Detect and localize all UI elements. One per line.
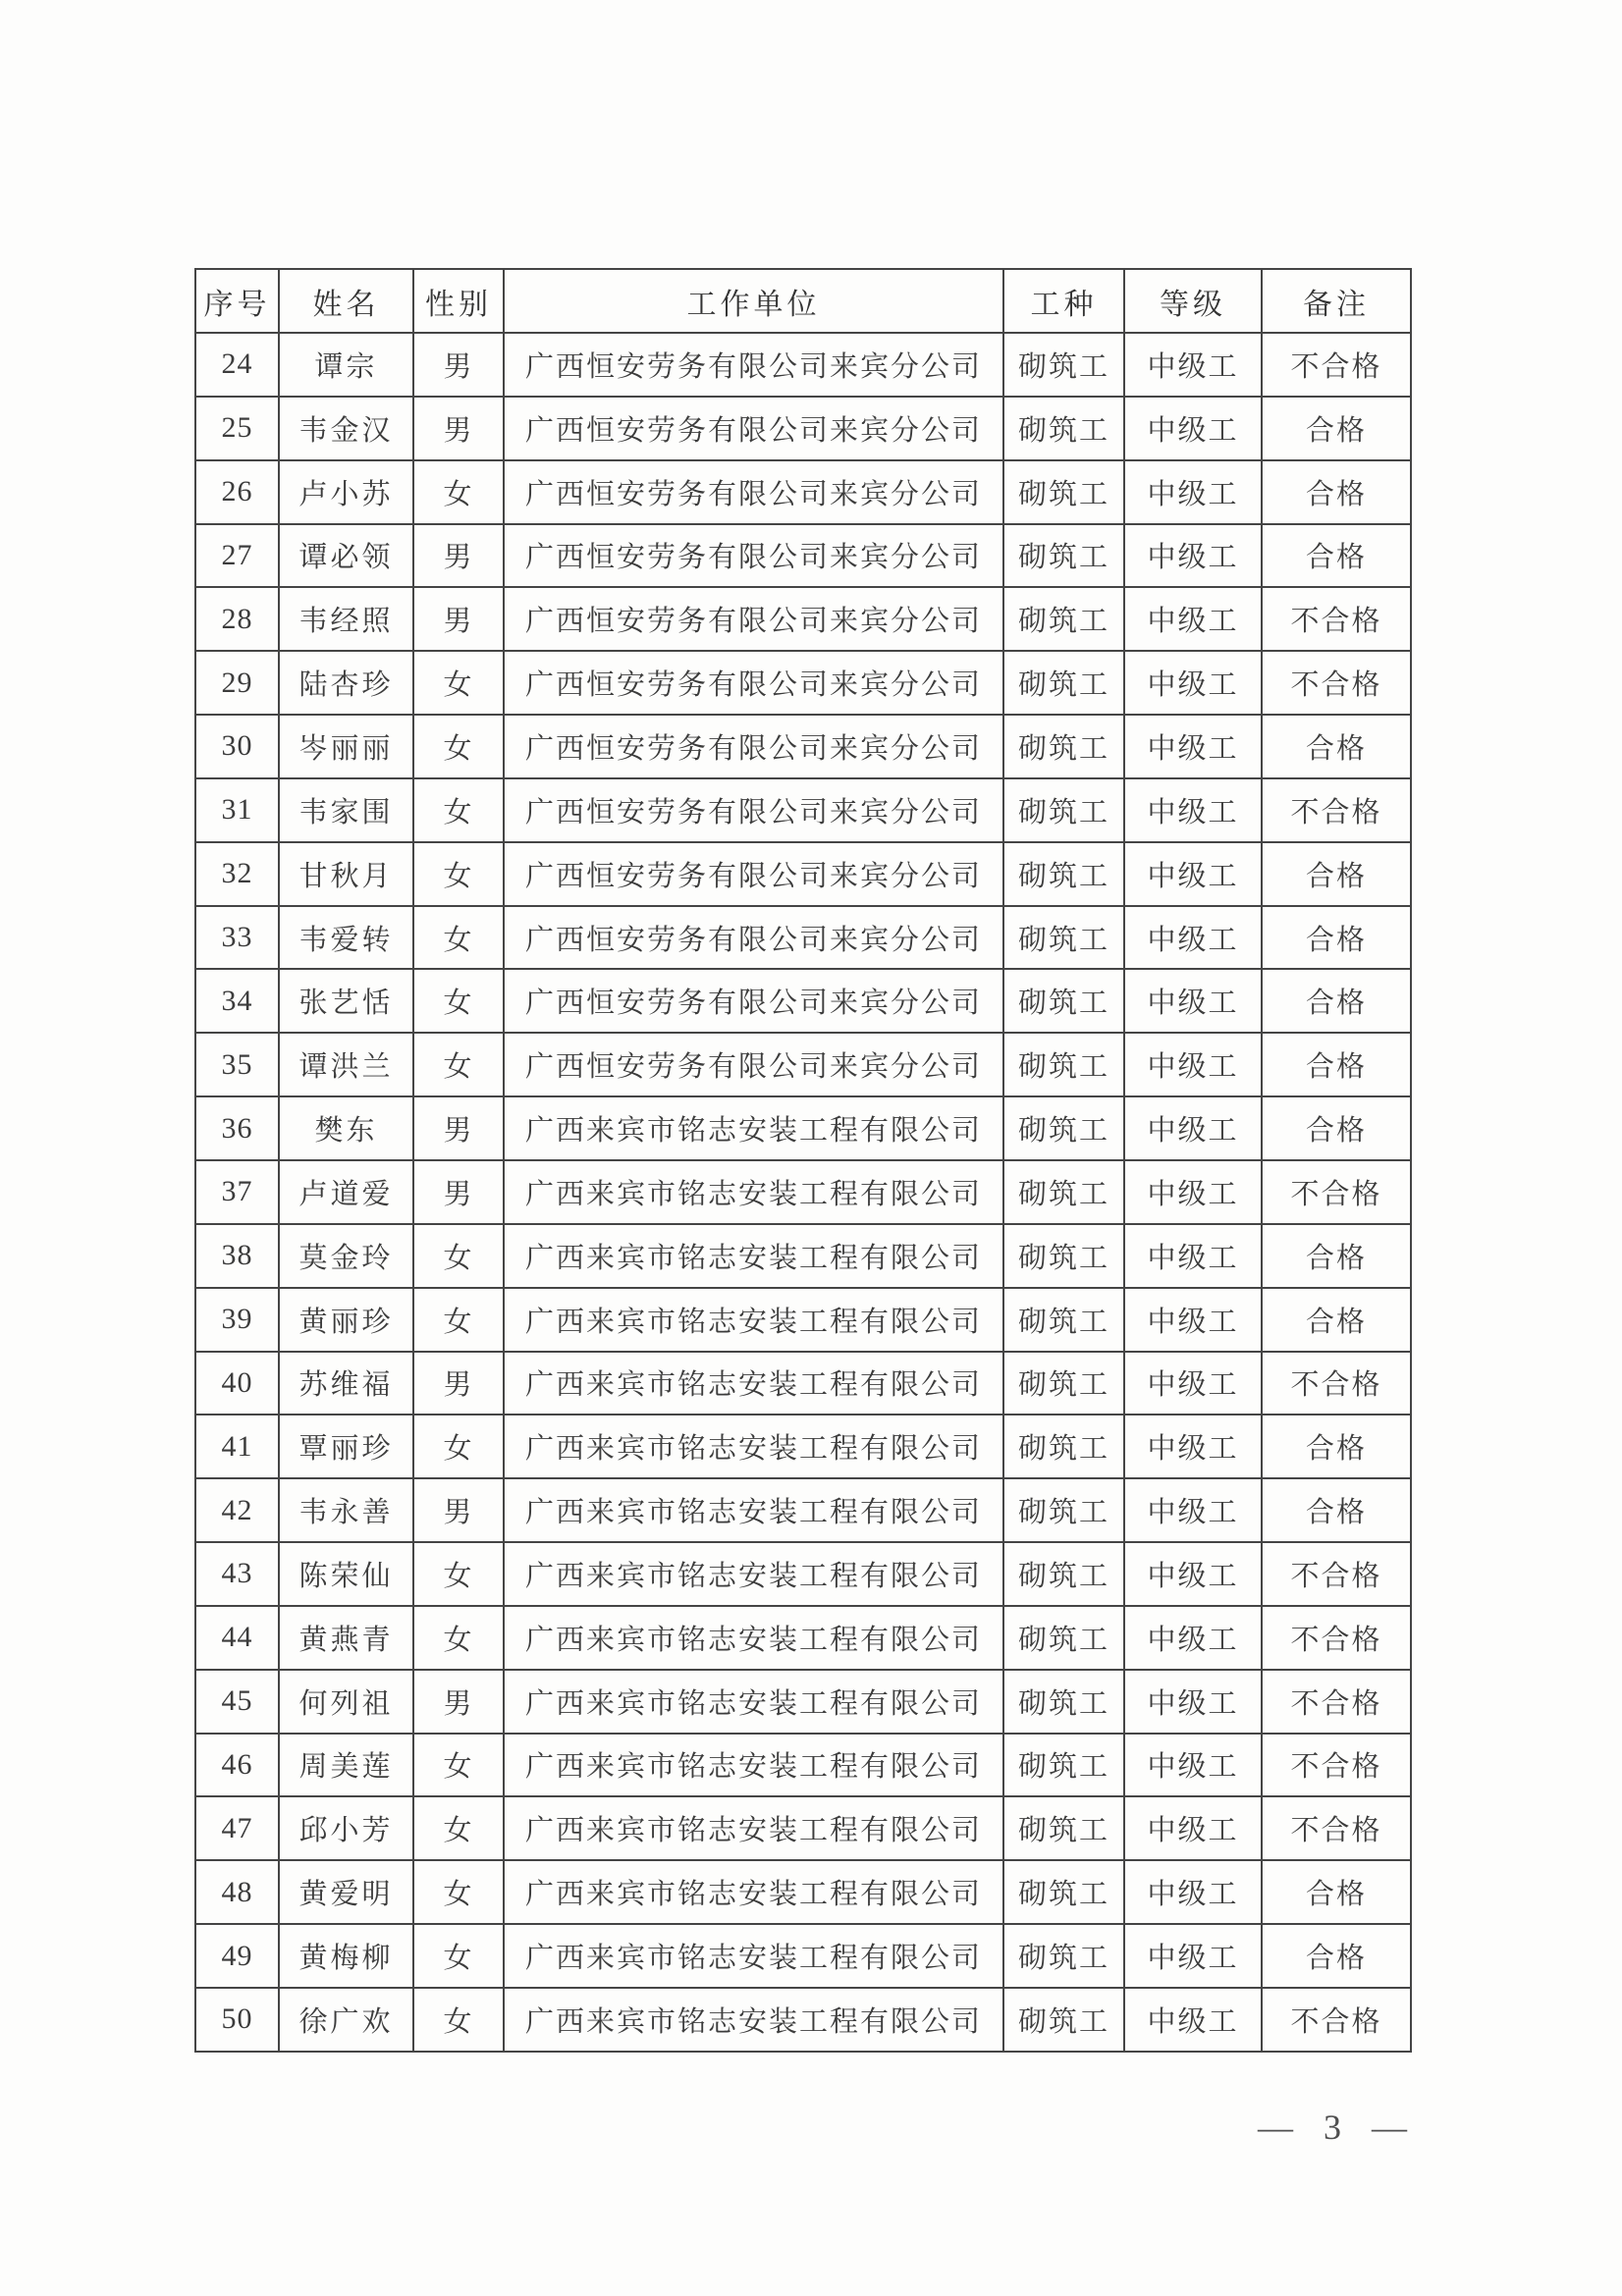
cell-trade: 砌筑工 xyxy=(1003,1542,1124,1606)
cell-grade: 中级工 xyxy=(1124,778,1262,842)
cell-gender: 男 xyxy=(413,524,504,588)
cell-trade: 砌筑工 xyxy=(1003,1606,1124,1670)
cell-name: 黄爱明 xyxy=(279,1860,413,1924)
table-row xyxy=(195,1160,1411,1224)
table-row xyxy=(195,333,1411,397)
cell-trade: 砌筑工 xyxy=(1003,1288,1124,1352)
header-cell-unit: 工作单位 xyxy=(504,269,1003,333)
cell-grade: 中级工 xyxy=(1124,1096,1262,1160)
cell-unit: 广西来宾市铭志安装工程有限公司 xyxy=(504,1988,1003,2052)
table-row xyxy=(195,1352,1411,1415)
cell-grade: 中级工 xyxy=(1124,524,1262,588)
cell-name: 樊东 xyxy=(279,1096,413,1160)
table-row xyxy=(195,1542,1411,1606)
cell-no: 35 xyxy=(195,1033,279,1096)
table-row xyxy=(195,1860,1411,1924)
cell-gender: 男 xyxy=(413,1352,504,1415)
cell-unit: 广西恒安劳务有限公司来宾分公司 xyxy=(504,1033,1003,1096)
cell-trade: 砌筑工 xyxy=(1003,460,1124,524)
cell-grade: 中级工 xyxy=(1124,1606,1262,1670)
cell-trade: 砌筑工 xyxy=(1003,1924,1124,1988)
cell-remark: 不合格 xyxy=(1262,333,1411,397)
cell-remark: 合格 xyxy=(1262,1478,1411,1542)
cell-grade: 中级工 xyxy=(1124,1415,1262,1478)
cell-no: 33 xyxy=(195,906,279,970)
cell-remark: 不合格 xyxy=(1262,651,1411,715)
cell-trade: 砌筑工 xyxy=(1003,1670,1124,1734)
cell-trade: 砌筑工 xyxy=(1003,778,1124,842)
cell-name: 张艺恬 xyxy=(279,969,413,1033)
cell-gender: 女 xyxy=(413,1860,504,1924)
table-row xyxy=(195,1796,1411,1860)
table-body xyxy=(195,333,1411,2052)
workers-certification-table xyxy=(194,268,1412,2053)
cell-name: 谭必领 xyxy=(279,524,413,588)
cell-no: 29 xyxy=(195,651,279,715)
table-row xyxy=(195,842,1411,906)
cell-gender: 女 xyxy=(413,1796,504,1860)
cell-grade: 中级工 xyxy=(1124,1988,1262,2052)
table-row xyxy=(195,1033,1411,1096)
cell-name: 莫金玲 xyxy=(279,1224,413,1288)
cell-gender: 女 xyxy=(413,778,504,842)
cell-grade: 中级工 xyxy=(1124,460,1262,524)
cell-no: 42 xyxy=(195,1478,279,1542)
cell-no: 50 xyxy=(195,1988,279,2052)
header-cell-remark: 备注 xyxy=(1262,269,1411,333)
cell-unit: 广西恒安劳务有限公司来宾分公司 xyxy=(504,842,1003,906)
cell-grade: 中级工 xyxy=(1124,397,1262,460)
table-row xyxy=(195,1988,1411,2052)
header-cell-no: 序号 xyxy=(195,269,279,333)
cell-grade: 中级工 xyxy=(1124,1160,1262,1224)
cell-trade: 砌筑工 xyxy=(1003,969,1124,1033)
cell-grade: 中级工 xyxy=(1124,1796,1262,1860)
cell-no: 37 xyxy=(195,1160,279,1224)
cell-gender: 男 xyxy=(413,1160,504,1224)
cell-grade: 中级工 xyxy=(1124,1224,1262,1288)
cell-unit: 广西来宾市铭志安装工程有限公司 xyxy=(504,1415,1003,1478)
cell-unit: 广西恒安劳务有限公司来宾分公司 xyxy=(504,460,1003,524)
cell-unit: 广西来宾市铭志安装工程有限公司 xyxy=(504,1160,1003,1224)
cell-name: 黄丽珍 xyxy=(279,1288,413,1352)
cell-remark: 合格 xyxy=(1262,1415,1411,1478)
table-row xyxy=(195,1670,1411,1734)
cell-no: 24 xyxy=(195,333,279,397)
cell-trade: 砌筑工 xyxy=(1003,1734,1124,1797)
cell-name: 韦永善 xyxy=(279,1478,413,1542)
cell-remark: 合格 xyxy=(1262,1224,1411,1288)
cell-trade: 砌筑工 xyxy=(1003,906,1124,970)
cell-gender: 女 xyxy=(413,1606,504,1670)
cell-name: 黄燕青 xyxy=(279,1606,413,1670)
cell-grade: 中级工 xyxy=(1124,651,1262,715)
cell-unit: 广西恒安劳务有限公司来宾分公司 xyxy=(504,715,1003,778)
cell-unit: 广西恒安劳务有限公司来宾分公司 xyxy=(504,969,1003,1033)
cell-name: 韦爱转 xyxy=(279,906,413,970)
cell-name: 卢道爱 xyxy=(279,1160,413,1224)
cell-no: 46 xyxy=(195,1734,279,1797)
cell-remark: 合格 xyxy=(1262,460,1411,524)
cell-no: 26 xyxy=(195,460,279,524)
cell-grade: 中级工 xyxy=(1124,1670,1262,1734)
cell-grade: 中级工 xyxy=(1124,906,1262,970)
cell-trade: 砌筑工 xyxy=(1003,1224,1124,1288)
cell-no: 48 xyxy=(195,1860,279,1924)
cell-trade: 砌筑工 xyxy=(1003,333,1124,397)
cell-gender: 男 xyxy=(413,1670,504,1734)
cell-gender: 女 xyxy=(413,842,504,906)
cell-trade: 砌筑工 xyxy=(1003,1796,1124,1860)
cell-gender: 男 xyxy=(413,587,504,651)
cell-trade: 砌筑工 xyxy=(1003,1415,1124,1478)
cell-remark: 不合格 xyxy=(1262,1352,1411,1415)
header-cell-gender: 性别 xyxy=(413,269,504,333)
cell-gender: 女 xyxy=(413,1988,504,2052)
cell-remark: 合格 xyxy=(1262,1096,1411,1160)
cell-no: 25 xyxy=(195,397,279,460)
cell-unit: 广西来宾市铭志安装工程有限公司 xyxy=(504,1478,1003,1542)
cell-unit: 广西来宾市铭志安装工程有限公司 xyxy=(504,1734,1003,1797)
cell-grade: 中级工 xyxy=(1124,1352,1262,1415)
cell-name: 岑丽丽 xyxy=(279,715,413,778)
cell-name: 苏维福 xyxy=(279,1352,413,1415)
cell-trade: 砌筑工 xyxy=(1003,1033,1124,1096)
cell-remark: 合格 xyxy=(1262,397,1411,460)
cell-gender: 女 xyxy=(413,460,504,524)
cell-unit: 广西来宾市铭志安装工程有限公司 xyxy=(504,1796,1003,1860)
cell-trade: 砌筑工 xyxy=(1003,1096,1124,1160)
cell-unit: 广西来宾市铭志安装工程有限公司 xyxy=(504,1860,1003,1924)
cell-name: 卢小苏 xyxy=(279,460,413,524)
cell-remark: 合格 xyxy=(1262,1860,1411,1924)
cell-remark: 合格 xyxy=(1262,524,1411,588)
cell-gender: 男 xyxy=(413,1096,504,1160)
cell-remark: 合格 xyxy=(1262,969,1411,1033)
cell-trade: 砌筑工 xyxy=(1003,1160,1124,1224)
header-cell-name: 姓名 xyxy=(279,269,413,333)
cell-gender: 女 xyxy=(413,1924,504,1988)
cell-remark: 不合格 xyxy=(1262,1988,1411,2052)
cell-no: 47 xyxy=(195,1796,279,1860)
cell-no: 31 xyxy=(195,778,279,842)
cell-trade: 砌筑工 xyxy=(1003,1988,1124,2052)
cell-trade: 砌筑工 xyxy=(1003,1478,1124,1542)
cell-remark: 合格 xyxy=(1262,842,1411,906)
cell-name: 陈荣仙 xyxy=(279,1542,413,1606)
cell-no: 28 xyxy=(195,587,279,651)
cell-name: 韦经照 xyxy=(279,587,413,651)
cell-unit: 广西来宾市铭志安装工程有限公司 xyxy=(504,1352,1003,1415)
cell-no: 45 xyxy=(195,1670,279,1734)
cell-unit: 广西恒安劳务有限公司来宾分公司 xyxy=(504,778,1003,842)
cell-grade: 中级工 xyxy=(1124,587,1262,651)
table-row xyxy=(195,524,1411,588)
table-row xyxy=(195,1478,1411,1542)
cell-remark: 不合格 xyxy=(1262,1796,1411,1860)
cell-gender: 女 xyxy=(413,1288,504,1352)
cell-grade: 中级工 xyxy=(1124,1734,1262,1797)
cell-name: 甘秋月 xyxy=(279,842,413,906)
cell-trade: 砌筑工 xyxy=(1003,397,1124,460)
table-row xyxy=(195,778,1411,842)
cell-gender: 女 xyxy=(413,906,504,970)
cell-unit: 广西来宾市铭志安装工程有限公司 xyxy=(504,1670,1003,1734)
cell-no: 38 xyxy=(195,1224,279,1288)
cell-grade: 中级工 xyxy=(1124,1288,1262,1352)
cell-unit: 广西恒安劳务有限公司来宾分公司 xyxy=(504,397,1003,460)
cell-gender: 女 xyxy=(413,1734,504,1797)
cell-name: 韦金汉 xyxy=(279,397,413,460)
table-row xyxy=(195,1224,1411,1288)
cell-unit: 广西来宾市铭志安装工程有限公司 xyxy=(504,1288,1003,1352)
cell-name: 何列祖 xyxy=(279,1670,413,1734)
cell-no: 44 xyxy=(195,1606,279,1670)
cell-name: 邱小芳 xyxy=(279,1796,413,1860)
table-row xyxy=(195,1288,1411,1352)
cell-name: 谭洪兰 xyxy=(279,1033,413,1096)
cell-unit: 广西来宾市铭志安装工程有限公司 xyxy=(504,1606,1003,1670)
cell-no: 43 xyxy=(195,1542,279,1606)
cell-remark: 合格 xyxy=(1262,1924,1411,1988)
cell-grade: 中级工 xyxy=(1124,969,1262,1033)
table-row xyxy=(195,1734,1411,1797)
cell-no: 39 xyxy=(195,1288,279,1352)
cell-remark: 合格 xyxy=(1262,1033,1411,1096)
cell-remark: 不合格 xyxy=(1262,1542,1411,1606)
cell-name: 周美莲 xyxy=(279,1734,413,1797)
cell-gender: 女 xyxy=(413,1542,504,1606)
cell-gender: 女 xyxy=(413,1224,504,1288)
cell-unit: 广西恒安劳务有限公司来宾分公司 xyxy=(504,333,1003,397)
cell-unit: 广西来宾市铭志安装工程有限公司 xyxy=(504,1542,1003,1606)
cell-unit: 广西来宾市铭志安装工程有限公司 xyxy=(504,1224,1003,1288)
cell-remark: 不合格 xyxy=(1262,1606,1411,1670)
cell-gender: 女 xyxy=(413,969,504,1033)
cell-gender: 女 xyxy=(413,1415,504,1478)
cell-no: 41 xyxy=(195,1415,279,1478)
table-row xyxy=(195,969,1411,1033)
cell-no: 49 xyxy=(195,1924,279,1988)
table-row xyxy=(195,651,1411,715)
cell-grade: 中级工 xyxy=(1124,1924,1262,1988)
cell-gender: 男 xyxy=(413,1478,504,1542)
table-row xyxy=(195,460,1411,524)
cell-unit: 广西来宾市铭志安装工程有限公司 xyxy=(504,1096,1003,1160)
cell-no: 40 xyxy=(195,1352,279,1415)
table-row xyxy=(195,906,1411,970)
cell-grade: 中级工 xyxy=(1124,333,1262,397)
page-number: — 3 — xyxy=(1258,2108,1409,2147)
cell-grade: 中级工 xyxy=(1124,715,1262,778)
table-row xyxy=(195,1924,1411,1988)
cell-trade: 砌筑工 xyxy=(1003,1352,1124,1415)
header-cell-trade: 工种 xyxy=(1003,269,1124,333)
cell-remark: 不合格 xyxy=(1262,587,1411,651)
cell-no: 27 xyxy=(195,524,279,588)
cell-remark: 不合格 xyxy=(1262,1670,1411,1734)
cell-unit: 广西恒安劳务有限公司来宾分公司 xyxy=(504,587,1003,651)
cell-gender: 女 xyxy=(413,715,504,778)
cell-remark: 不合格 xyxy=(1262,1734,1411,1797)
cell-remark: 合格 xyxy=(1262,1288,1411,1352)
cell-grade: 中级工 xyxy=(1124,1860,1262,1924)
cell-grade: 中级工 xyxy=(1124,842,1262,906)
table-row xyxy=(195,1606,1411,1670)
cell-name: 韦家围 xyxy=(279,778,413,842)
table-header-row xyxy=(195,269,1411,333)
cell-unit: 广西恒安劳务有限公司来宾分公司 xyxy=(504,651,1003,715)
cell-no: 32 xyxy=(195,842,279,906)
cell-trade: 砌筑工 xyxy=(1003,524,1124,588)
cell-unit: 广西恒安劳务有限公司来宾分公司 xyxy=(504,524,1003,588)
cell-trade: 砌筑工 xyxy=(1003,715,1124,778)
header-cell-grade: 等级 xyxy=(1124,269,1262,333)
cell-no: 30 xyxy=(195,715,279,778)
cell-no: 36 xyxy=(195,1096,279,1160)
cell-grade: 中级工 xyxy=(1124,1033,1262,1096)
table-row xyxy=(195,397,1411,460)
cell-gender: 女 xyxy=(413,1033,504,1096)
cell-trade: 砌筑工 xyxy=(1003,651,1124,715)
cell-remark: 合格 xyxy=(1262,715,1411,778)
cell-gender: 女 xyxy=(413,651,504,715)
cell-remark: 不合格 xyxy=(1262,1160,1411,1224)
cell-trade: 砌筑工 xyxy=(1003,1860,1124,1924)
table-row xyxy=(195,1415,1411,1478)
table-row xyxy=(195,715,1411,778)
cell-name: 覃丽珍 xyxy=(279,1415,413,1478)
cell-gender: 男 xyxy=(413,397,504,460)
table-row xyxy=(195,1096,1411,1160)
cell-trade: 砌筑工 xyxy=(1003,587,1124,651)
table-row xyxy=(195,587,1411,651)
cell-gender: 男 xyxy=(413,333,504,397)
cell-unit: 广西恒安劳务有限公司来宾分公司 xyxy=(504,906,1003,970)
cell-unit: 广西来宾市铭志安装工程有限公司 xyxy=(504,1924,1003,1988)
cell-no: 34 xyxy=(195,969,279,1033)
cell-trade: 砌筑工 xyxy=(1003,842,1124,906)
cell-remark: 合格 xyxy=(1262,906,1411,970)
cell-name: 徐广欢 xyxy=(279,1988,413,2052)
cell-name: 陆杏珍 xyxy=(279,651,413,715)
cell-grade: 中级工 xyxy=(1124,1542,1262,1606)
cell-grade: 中级工 xyxy=(1124,1478,1262,1542)
cell-name: 谭宗 xyxy=(279,333,413,397)
cell-name: 黄梅柳 xyxy=(279,1924,413,1988)
cell-remark: 不合格 xyxy=(1262,778,1411,842)
